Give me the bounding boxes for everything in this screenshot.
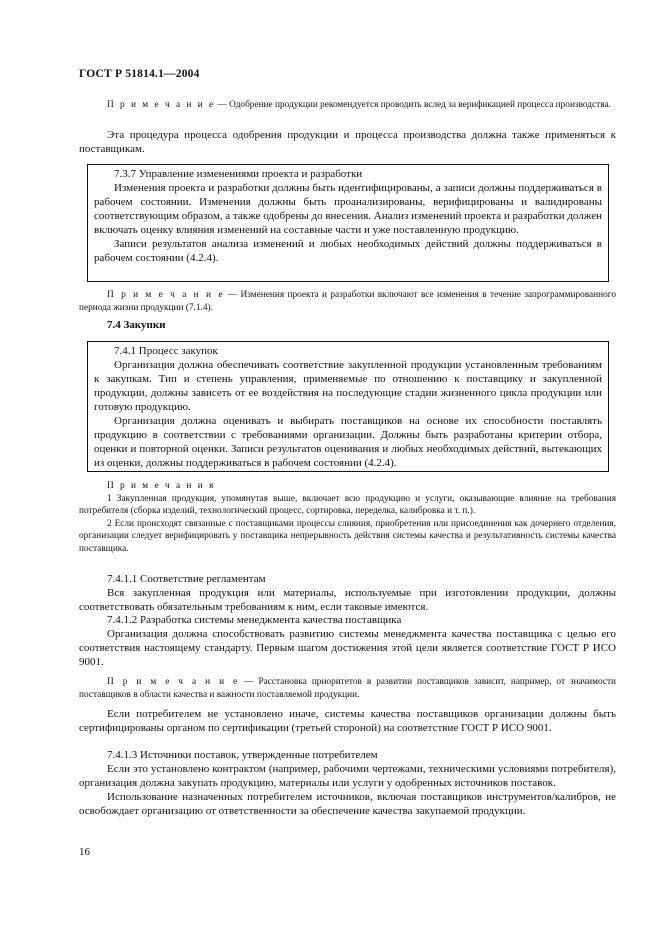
note-text: — Изменения проекта и разработки включают все изменения в течение запрограммированного периода жизни продукции (7.1.4). [79, 290, 616, 313]
paragraph-certification: Если потребителем не установлено иначе, системы качества поставщиков организации должны быть сертифицированы органом по сертификации (третьей стороной) на соответствие ГОСТ Р ИСО 9001. [79, 708, 616, 734]
box-purchasing-process [87, 341, 609, 472]
clause-7-4-1-3-p1: Если это установлено контрактом (например, рабочими чертежами, техническими условиями потребителя), организация должна закупать продукцию, материалы или услуги у одобренных источников поставок. [79, 763, 616, 789]
clause-7-4-1-3-p2: Использование назначенных потребителем источников, включая поставщиков инструментов/калибров, не освобождает организацию от ответственности за обеспечение качества закупаемой продукции. [79, 791, 616, 817]
box-design-changes [87, 164, 609, 282]
clause-7-3-7-p2: Записи результатов анализа изменений и любых необходимых действий должны поддерживаться в рабочем состоянии (4.2.4). [94, 238, 602, 264]
section-7-4-heading: 7.4 Закупки [107, 319, 166, 331]
document-header: ГОСТ Р 51814.1—2004 [79, 68, 200, 80]
note-label: П р и м е ч а н и е [107, 677, 240, 687]
note-item-1: 1 Закупленная продукция, упомянутая выше, включает всю продукцию и услуги, оказывающие влияние на требования потребителя (сборка изделий, технологический процесс, сортировка, переделка, калибровка и т. п.). [79, 493, 616, 516]
clause-7-3-7-title: 7.3.7 Управление изменениями проекта и разработки [114, 168, 363, 180]
clause-7-4-1-2-title: 7.4.1.2 Разработка системы менеджмента качества поставщика [107, 614, 402, 626]
note-label: П р и м е ч а н и е [107, 100, 216, 110]
clause-7-4-1-3-title: 7.4.1.3 Источники поставок, утвержденные потребителем [107, 749, 378, 761]
clause-7-4-1-1 [79, 572, 616, 614]
note-supplier-priorities [79, 676, 616, 701]
notes-purchasing [79, 480, 616, 555]
note-approval [79, 99, 616, 112]
clause-7-4-1-1-title: 7.4.1.1 Соответствие регламентам [107, 573, 266, 585]
notes-heading: П р и м е ч а н и я [107, 481, 216, 491]
paragraph-suppliers: Эта процедура процесса одобрения продукции и процесса производства должна также применяться к поставщикам. [79, 129, 616, 155]
note-text: — Расстановка приоритетов в развитии поставщиков зависит, например, от значимости поставщиков в области качества и важности поставляемой продукции. [79, 677, 616, 700]
note-text: — Одобрение продукции рекомендуется проводить вслед за верификацией процесса производства. [215, 100, 611, 110]
clause-7-4-1-p1: Организация должна обеспечивать соответствие закупленной продукции установленным требованиям к закупкам. Тип и степень управления, применяемые по отношению к поставщику и закупленной продукции, должны зависеть от ее воздействия на последующие стадии жизненного цикла продукции или готовую продукцию. [94, 359, 602, 413]
clause-7-4-1-p2: Организация должна оценивать и выбирать поставщиков на основе их способности поставлять продукцию в соответствии с требованиями организации. Должны быть разработаны критерии отбора, оценки и повторной оценки. Записи результатов оценивания и любых необходимых действий, вытекающих из оценки, должны поддерживаться в рабочем состоянии (4.2.4). [94, 415, 602, 469]
clause-7-4-1-2 [79, 613, 616, 669]
clause-7-4-1-3 [79, 748, 616, 818]
note-item-2: 2 Если происходят связанные с поставщиками процессы слияния, приобретения или присоединения как дочернего отделения, организации следует верифицировать у поставщика непрерывность действия системы качества и результативность системы качества поставщика. [79, 518, 616, 554]
clause-7-4-1-2-text: Организация должна способствовать развитию системы менеджмента качества поставщика с целью его соответствия настоящему стандарту. Первым шагом достижения этой цели является соответствие ГОСТ Р ИСО 9001. [79, 628, 616, 668]
clause-7-4-1-title: 7.4.1 Процесс закупок [114, 345, 218, 357]
clause-7-3-7-p1: Изменения проекта и разработки должны быть идентифицированы, а записи должны поддерживаться в рабочем состоянии. Изменения должны быть проанализированы, верифицированы и валидированы соответствующим образом, а также одобрены до внесения. Анализ изменений проекта и разработки должен включать оценку влияния изменений на составные части и уже поставленную продукцию. [94, 182, 602, 236]
note-label: П р и м е ч а н и е [107, 290, 225, 300]
clause-7-4-1-1-text: Вся закупленная продукция или материалы, используемые при изготовлении продукции, должны соответствовать обязательным требованиям к ним, если таковые имеются. [79, 587, 616, 613]
page-number: 16 [79, 846, 90, 858]
note-design-changes [79, 289, 616, 314]
